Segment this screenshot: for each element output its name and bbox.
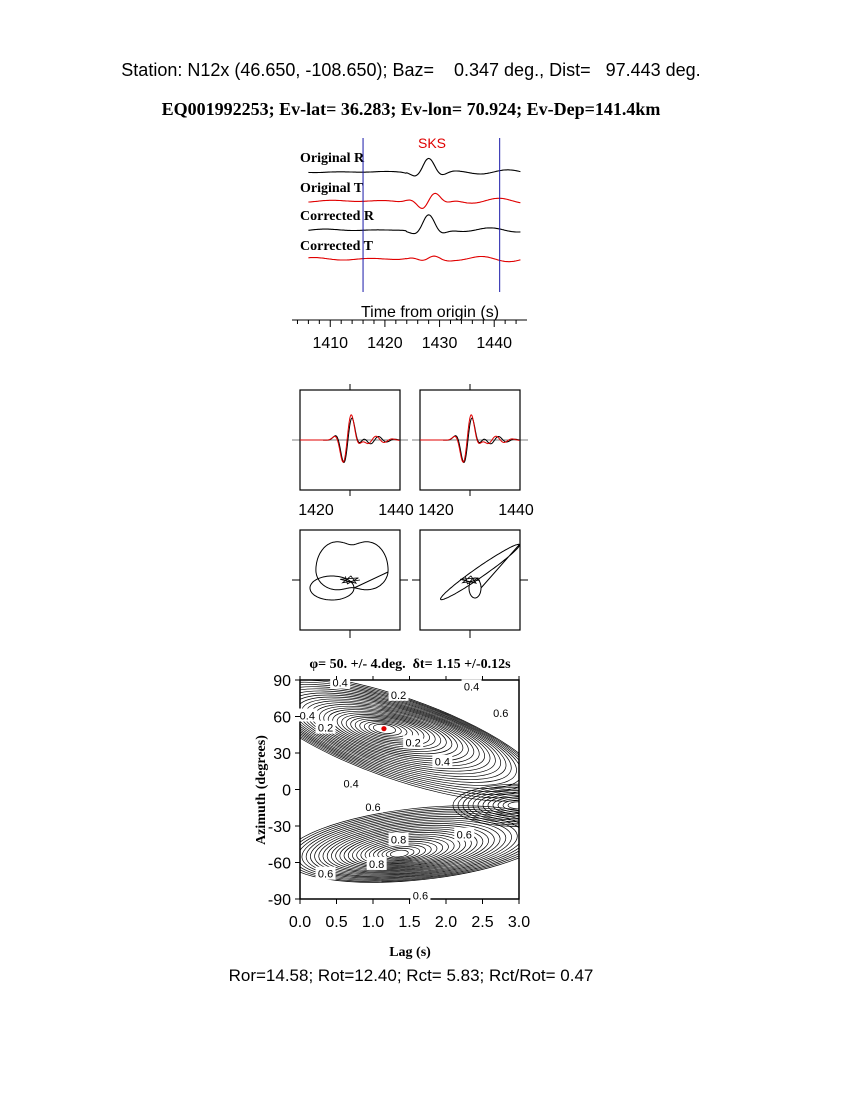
time-axis-label: Time from origin (s) [360, 304, 500, 321]
time-tick-label: 1410 [312, 335, 349, 352]
time-tick-label: 1430 [421, 335, 458, 352]
particle-motion-panel-1 [292, 530, 408, 638]
waveform-red [420, 415, 520, 462]
event-info-line: EQ001992253; Ev-lat= 36.283; Ev-lon= 70.924; Ev-Dep=141.4km [161, 99, 661, 119]
lag-tick-label: 3.0 [507, 914, 531, 931]
azimuth-tick-label: 0 [282, 782, 291, 800]
contour-label: 0.6 [412, 890, 429, 903]
panel-frame [420, 530, 520, 630]
trace-label-original-t: Original T [300, 181, 364, 196]
trace-label-corrected-t: Corrected T [300, 239, 373, 254]
contour-label: 0.6 [317, 868, 334, 881]
particle-motion-path [310, 542, 388, 600]
best-fit-marker [381, 726, 386, 731]
waveform-tick-label: 1420 [298, 502, 334, 519]
particle-motion-panels [292, 530, 528, 638]
waveform-tick-label: 1420 [418, 502, 454, 519]
contour-label: 0.4 [332, 677, 348, 690]
energy-grid-panel [242, 650, 585, 960]
azimuth-tick-label: -60 [267, 855, 291, 873]
lag-tick-label: 2.5 [471, 914, 494, 931]
trace-label-corrected-r: Corrected R [300, 209, 374, 224]
contour-label: 0.2 [405, 737, 421, 750]
waveform-tick-label: 1440 [378, 502, 414, 519]
grid-x-axis-label: Lag (s) [389, 945, 431, 960]
contour-label: 0.2 [390, 689, 407, 702]
waveform-panel-1 [292, 384, 414, 519]
lag-tick-label: 0.0 [288, 914, 312, 931]
waveform-panel-2 [412, 384, 534, 519]
time-tick-label: 1440 [476, 335, 513, 352]
contour-label: 0.6 [493, 708, 509, 721]
seismogram-panel [292, 135, 527, 352]
lag-tick-label: 2.0 [434, 914, 458, 931]
contour-label: 0.2 [317, 722, 334, 735]
phase-label: SKS [417, 135, 447, 151]
azimuth-tick-label: -90 [267, 892, 291, 909]
station-info-line: Station: N12x (46.650, -108.650); Baz= 0.347 deg., Dist= 97.443 deg. [121, 60, 701, 80]
contour-label: 0.8 [369, 858, 385, 871]
particle-motion-panel-2 [412, 530, 528, 638]
azimuth-tick-label: 90 [273, 673, 291, 690]
time-tick-label: 1420 [367, 335, 403, 352]
azimuth-tick-label: -30 [267, 819, 291, 836]
particle-motion-path [441, 544, 520, 599]
trace-corrected-t [308, 256, 520, 262]
ratios-line: Ror=14.58; Rot=12.40; Rct= 5.83; Rct/Rot= 0.47 [228, 966, 594, 985]
trace-label-original-r: Original R [300, 151, 365, 166]
waveform-red [300, 415, 400, 462]
grid-title: φ= 50. +/- 4.deg. δt= 1.15 +/-0.12s [309, 657, 511, 672]
waveform-tick-label: 1440 [498, 502, 534, 519]
lag-tick-label: 1.5 [398, 914, 421, 931]
lag-tick-label: 0.5 [325, 914, 348, 931]
contour-label: 0.4 [463, 681, 480, 694]
contour-label: 0.8 [390, 834, 407, 847]
contour-label: 0.4 [434, 756, 450, 769]
contour-label: 0.4 [343, 778, 359, 791]
contour-label: 0.4 [299, 710, 315, 723]
waveform-overlay-panels [292, 384, 534, 519]
contour-label: 0.6 [365, 801, 381, 814]
azimuth-tick-label: 60 [273, 709, 291, 727]
azimuth-tick-label: 30 [273, 746, 291, 763]
grid-y-axis-label: Azimuth (degrees) [254, 735, 269, 845]
contour-label: 0.6 [456, 829, 472, 842]
lag-tick-label: 1.0 [361, 914, 385, 931]
